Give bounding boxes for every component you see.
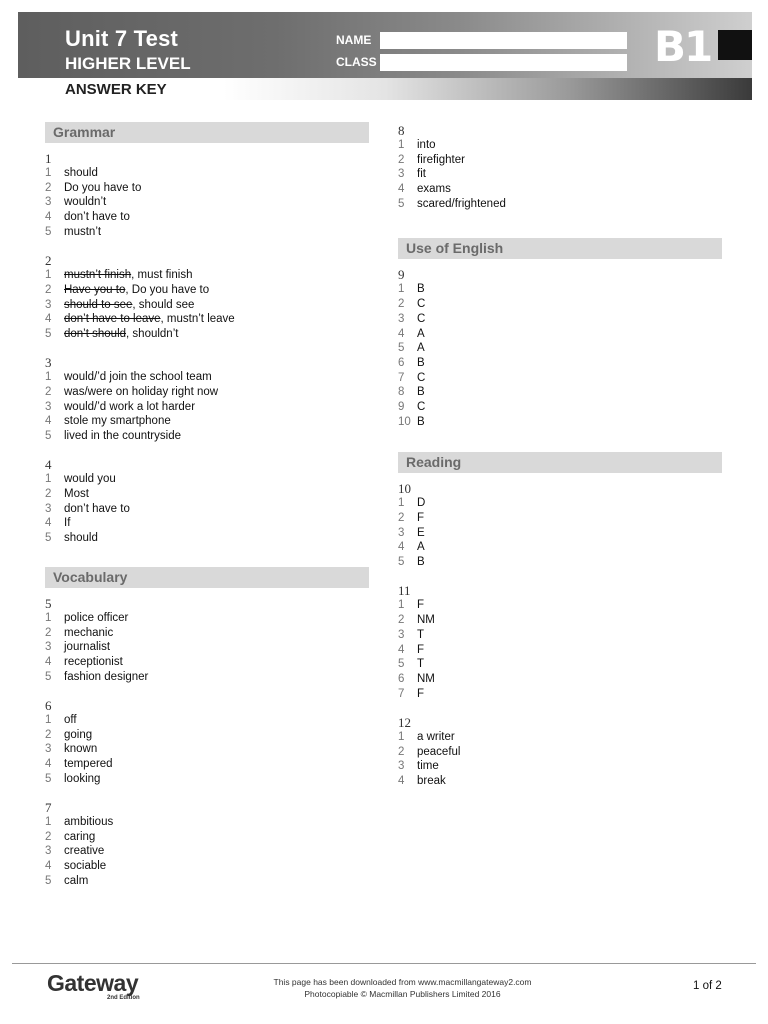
answer-item: 3 C — [398, 312, 426, 325]
class-field[interactable] — [380, 54, 627, 71]
test-level: HIGHER LEVEL — [65, 54, 191, 73]
answer-item: 2 NM — [398, 614, 435, 627]
answer-key-label: ANSWER KEY — [65, 81, 167, 98]
answer-item: 5 A — [398, 342, 425, 355]
exercise-number: 5 — [45, 595, 52, 611]
answer-item: 8 B — [398, 386, 425, 399]
answer-item: 2 F — [398, 512, 425, 524]
answer-item: 3 time — [398, 760, 439, 773]
exercise-number: 12 — [398, 714, 411, 730]
answer-item: 2 caring — [45, 830, 96, 843]
answer-item: 7 C — [398, 371, 426, 384]
answer-item: 1 off — [45, 713, 77, 726]
answer-item: 2 was/were on holiday right now — [45, 385, 219, 398]
copyright-note: Photocopiable © Macmillan Publishers Limited 2016 — [304, 989, 501, 999]
right-column — [398, 124, 724, 789]
left-column — [45, 122, 371, 889]
answer-item: 7 F — [398, 687, 425, 700]
answer-item: 1 ambitious — [45, 816, 114, 829]
test-title: Unit 7 Test — [65, 26, 179, 51]
download-note: This page has been downloaded from www.macmillangateway2.com — [273, 977, 532, 987]
answer-item: 4 tempered — [45, 758, 113, 770]
answer-item: 1 would you — [45, 473, 116, 486]
answer-item: 3 known — [45, 743, 98, 756]
answer-item: 1 mustn’t finish, must finish — [45, 269, 193, 282]
answer-item: 1 a writer — [398, 730, 455, 743]
answer-item: 1 F — [398, 599, 425, 612]
answer-item: 3 creative — [45, 845, 105, 858]
exercise-number: 2 — [45, 253, 52, 269]
level-badge — [654, 22, 752, 71]
level-badge-text: B1 — [654, 22, 712, 71]
name-field[interactable] — [380, 32, 627, 49]
answer-item: 1 D — [398, 497, 426, 510]
page-header — [18, 12, 752, 100]
exercise-number: 9 — [398, 267, 405, 283]
section-grammar: Grammar — [45, 122, 369, 143]
name-label: NAME — [336, 33, 372, 47]
answer-item: 5 lived in the countryside — [45, 430, 181, 442]
answer-item: 3 would/’d work a lot harder — [45, 400, 196, 413]
answer-item: 1 police officer — [45, 611, 129, 624]
answer-item: 2 going — [45, 728, 93, 741]
answer-item: 5 calm — [45, 874, 89, 887]
answer-item: 5 don’t should, shouldn’t — [45, 327, 179, 340]
answer-item: 4 A — [398, 327, 425, 340]
answer-item: 2 Do you have to — [45, 181, 142, 194]
answer-item: 3 journalist — [45, 641, 111, 654]
answer-item: 4 A — [398, 541, 425, 554]
answer-item: 2 peaceful — [398, 745, 461, 758]
answer-item: 4 F — [398, 643, 425, 656]
answer-item: 3 should to see, should see — [45, 298, 195, 311]
answer-item: 5 mustn’t — [45, 225, 102, 238]
exercise-number: 10 — [398, 481, 411, 497]
answer-item: 4 break — [398, 775, 446, 787]
footer-note — [230, 976, 575, 1000]
answer-item: 2 C — [398, 298, 426, 311]
struck-text: don’t have to leave — [64, 313, 161, 326]
exercise-number: 8 — [398, 123, 405, 138]
answer-item: 1 B — [398, 283, 425, 296]
exercise-number: 4 — [45, 457, 52, 473]
answer-item: 4 don’t have to leave, mustn’t leave — [45, 313, 235, 326]
answer-item: 4 stole my smartphone — [45, 415, 171, 428]
answer-item: 9 C — [398, 400, 426, 413]
answer-item: 1 should — [45, 167, 98, 179]
answer-item: 1 into — [398, 139, 436, 151]
answer-item: 2 Most — [45, 488, 89, 501]
edition-label: 2nd Edition — [107, 995, 140, 1001]
answer-item: 6 B — [398, 356, 425, 369]
answer-item: 3 T — [398, 628, 425, 641]
footer-divider — [12, 963, 756, 964]
answer-item: 5 fashion designer — [45, 670, 149, 683]
struck-text: Have you to — [64, 283, 126, 296]
class-label: CLASS — [336, 55, 377, 69]
answer-item: 5 should — [45, 532, 98, 545]
answer-item: 2 mechanic — [45, 626, 114, 639]
struck-text: should to see — [64, 298, 133, 311]
answer-item: 2 Have you to, Do you have to — [45, 283, 210, 296]
answer-item: 4 don’t have to — [45, 211, 130, 224]
section-use-of-english: Use of English — [398, 238, 722, 259]
struck-text: don’t should — [64, 327, 127, 340]
section-reading: Reading — [398, 452, 722, 473]
exercise-number: 6 — [45, 697, 52, 713]
level-badge-block — [718, 30, 752, 60]
answer-item: 5 scared/frightened — [398, 197, 506, 210]
answer-item: 3 E — [398, 526, 425, 539]
answer-item: 10 B — [398, 415, 425, 428]
answer-item: 4 exams — [398, 183, 451, 196]
answer-item: 3 wouldn’t — [45, 196, 107, 209]
answer-item: 2 firefighter — [398, 153, 465, 166]
answer-item: 5 looking — [45, 772, 101, 785]
answer-item: 6 NM — [398, 672, 435, 685]
answer-item: 3 don’t have to — [45, 502, 130, 515]
answer-item: 1 would/’d join the school team — [45, 371, 212, 384]
page-number: 1 of 2 — [693, 980, 722, 992]
exercise-number: 7 — [45, 800, 52, 816]
answer-item: 4 sociable — [45, 860, 107, 873]
answer-item: 3 fit — [398, 168, 426, 181]
gateway-logo: Gateway — [47, 970, 139, 996]
section-vocabulary: Vocabulary — [45, 567, 369, 588]
exercise-number: 1 — [45, 151, 52, 166]
answer-item: 5 T — [398, 658, 425, 671]
struck-text: mustn’t finish — [64, 269, 132, 282]
exercise-number: 3 — [45, 355, 52, 371]
answer-item: 5 B — [398, 556, 425, 569]
exercise-number: 11 — [398, 583, 411, 599]
answer-item: 4 If — [45, 517, 71, 530]
answer-item: 4 receptionist — [45, 655, 123, 668]
